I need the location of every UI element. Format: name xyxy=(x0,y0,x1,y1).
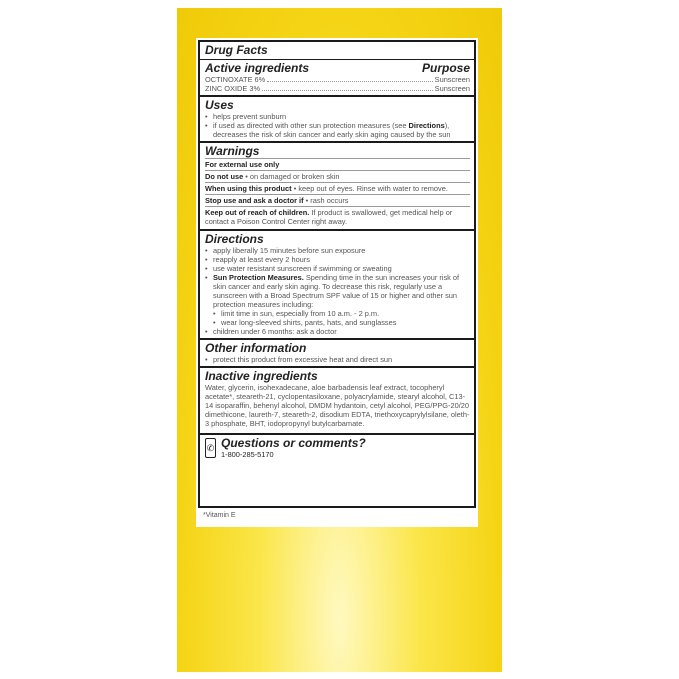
inactive-ingredients-text: Water, glycerin, isohexadecane, aloe barbadensis leaf extract, tocopheryl acetate*, steareth-21, cyclopentasiloxane, polyacrylamide, stearyl alcohol, C13-14 isoparaffin, behenyl alcohol, DMDM hydantoin, cetyl alcohol, PEG/PPG-20/20 dimethicone, laureth-7, steareth-2, disodium EDTA, triethoxycaprylylsilane, oleth-3 phosphate, BHT, iodopropynyl butylcarbamate. xyxy=(205,383,470,428)
sun-protection-measures: Sun Protection Measures. Spending time in the sun increases your risk of skin cancer and early skin aging. To decrease this risk, regularly use a sunscreen with a Broad Spectrum SPF value of 15 or higher and other sun protection measures including: xyxy=(213,273,460,309)
questions-section xyxy=(200,435,474,461)
directions-item: children under 6 months: ask a doctor xyxy=(213,327,337,336)
stop-use-warning: Stop use and ask a doctor if • rash occurs xyxy=(205,194,470,206)
active-ingredient-row: OCTINOXATE 6% Sunscreen xyxy=(205,75,470,84)
inactive-ingredients-heading: Inactive ingredients xyxy=(205,369,318,383)
other-information-item: protect this product from excessive heat and direct sun xyxy=(213,355,393,364)
other-information-section: Other information • protect this product from excessive heat and direct sun xyxy=(200,340,474,368)
directions-subitem: wear long-sleeved shirts, pants, hats, and sunglasses xyxy=(221,318,397,327)
uses-heading: Uses xyxy=(205,98,234,112)
when-using-warning: When using this product • keep out of eyes. Rinse with water to remove. xyxy=(205,182,470,194)
keep-out-warning: Keep out of reach of children. If product is swallowed, get medical help or contact a Poison Control Center right away. xyxy=(205,206,470,227)
active-ingredient-row: ZINC OXIDE 3% Sunscreen xyxy=(205,84,470,93)
directions-subitem: limit time in sun, especially from 10 a.m. - 2 p.m. xyxy=(221,309,380,318)
drug-facts-panel xyxy=(198,40,476,508)
uses-item: if used as directed with other sun protection measures (see Directions), decreases the risk of skin cancer and early skin aging caused by the sun xyxy=(213,121,451,139)
directions-item: apply liberally 15 minutes before sun exposure xyxy=(213,246,366,255)
directions-section: Directions • apply liberally 15 minutes before sun exposure • reapply at least every 2 hours • use water resistant sunscreen if swimming or sweating • Sun Protection Measures. Spending time in the sun increases your risk of skin cancer and early skin aging. To decrease this risk, regularly use a sunscreen with a Broad Spectrum SPF value of 15 or higher and other sun protection measures including: • limit time in sun, especially from 10 a.m. - 2 p.m. • wear long-sleeved shirts, pants, hats, and sunglasses • children under 6 months: ask a doctor xyxy=(200,231,474,340)
purpose-heading: Purpose xyxy=(421,61,470,75)
active-ingredients-section xyxy=(200,60,474,97)
warnings-heading: Warnings xyxy=(205,144,260,158)
phone-icon: ✆ xyxy=(205,438,216,458)
warnings-section xyxy=(200,143,474,231)
other-information-heading: Other information xyxy=(205,341,307,355)
uses-section: Uses • helps prevent sunburn • if used as directed with other sun protection measures (see Directions), decreases the risk of skin cancer and early skin aging caused by the sun xyxy=(200,97,474,143)
vitamin-e-footnote: *Vitamin E xyxy=(203,512,236,519)
uses-item: helps prevent sunburn xyxy=(213,112,287,121)
phone-number: 1-800-285-5170 xyxy=(221,450,274,459)
drug-facts-header xyxy=(200,42,474,60)
questions-heading: Questions or comments? xyxy=(221,436,366,450)
inactive-ingredients-section xyxy=(200,368,474,435)
directions-item: use water resistant sunscreen if swimming or sweating xyxy=(213,264,392,273)
directions-heading: Directions xyxy=(205,232,264,246)
external-use-note: For external use only xyxy=(205,158,470,170)
active-ingredients-heading: Active ingredients xyxy=(205,61,310,75)
drug-facts-title: Drug Facts xyxy=(205,43,268,57)
do-not-use-warning: Do not use • on damaged or broken skin xyxy=(205,170,470,182)
directions-item: reapply at least every 2 hours xyxy=(213,255,310,264)
